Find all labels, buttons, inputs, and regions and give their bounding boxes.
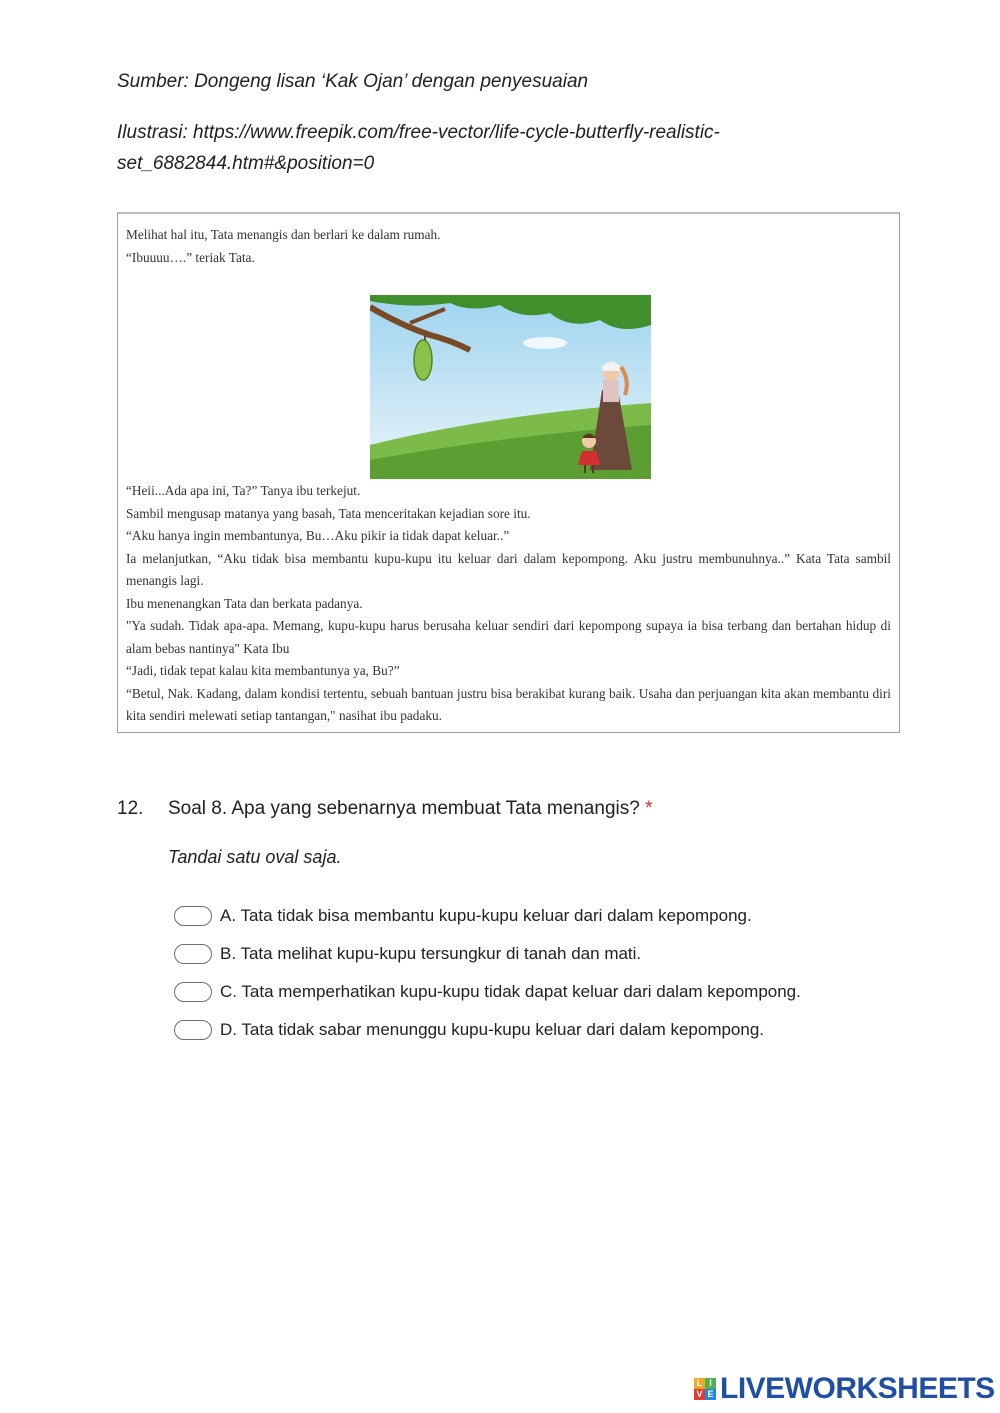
story-line: Melihat hal itu, Tata menangis dan berlari ke dalam rumah. (126, 227, 441, 242)
logo-text: LIVEWORKSHEETS (720, 1372, 995, 1405)
radio-oval[interactable] (174, 944, 212, 964)
illustration-credit: Ilustrasi: https://www.freepik.com/free-vector/life-cycle-butterfly-realistic-set_6882844.htm#&position=0 (117, 122, 720, 174)
story-line: Sambil mengusap matanya yang basah, Tata menceritakan kejadian sore itu. (126, 505, 531, 521)
logo-mark-icon: L I V E (694, 1378, 716, 1400)
story-line: “Heii...Ada apa ini, Ta?” Tanya ibu terkejut. (126, 483, 361, 498)
question-text: Soal 8. Apa yang sebenarnya membuat Tata menangis? (168, 798, 640, 819)
required-mark: * (645, 798, 653, 819)
option-a[interactable] (174, 897, 801, 935)
story-line: “Jadi, tidak tepat kalau kita membantunya ya, Bu?” (126, 663, 400, 678)
option-d[interactable] (174, 1011, 801, 1049)
question-number: 12. (117, 798, 144, 819)
option-c[interactable] (174, 973, 801, 1011)
story-line: Ibu menenangkan Tata dan berkata padanya. (126, 595, 363, 611)
source-line: Sumber: Dongeng lisan ‘Kak Ojan’ dengan penyesuaian (117, 71, 589, 92)
story-line: "Ya sudah. Tidak apa-apa. Memang, kupu-kupu harus berusaha keluar sendiri dari kepompong supaya ia bisa terbang dan bertahan hidup di alam bebas nantinya" Kata Ibu (126, 618, 891, 656)
option-label: B. Tata melihat kupu-kupu tersungkur di tanah dan mati. (220, 944, 642, 963)
answer-options (174, 897, 801, 1049)
option-label: D. Tata tidak sabar menunggu kupu-kupu keluar dari dalam kepompong. (220, 1020, 765, 1039)
radio-oval[interactable] (174, 982, 212, 1002)
liveworksheets-logo (694, 1372, 995, 1406)
story-line: “Aku hanya ingin membantunya, Bu…Aku pikir ia tidak dapat keluar..” (126, 528, 510, 543)
story-line: Ia melanjutkan, “Aku tidak bisa membantu kupu-kupu itu keluar dari dalam kepompong. Aku justru membunuhnya..” Kata Tata sambil menangis lagi. (126, 550, 891, 588)
option-b[interactable] (174, 935, 801, 973)
option-label: A. Tata tidak bisa membantu kupu-kupu keluar dari dalam kepompong. (220, 906, 752, 925)
story-line: “Betul, Nak. Kadang, dalam kondisi tertentu, sebuah bantuan justru bisa berakibat kurang baik. Usaha dan perjuangan kita akan membantu diri kita sendiri melewati setiap tantangan," nasihat ibu padaku. (126, 685, 891, 723)
radio-oval[interactable] (174, 1020, 212, 1040)
radio-oval[interactable] (174, 906, 212, 926)
story-illustration (370, 295, 651, 479)
question-title (168, 798, 653, 820)
answer-hint: Tandai satu oval saja. (168, 847, 342, 867)
option-label: C. Tata memperhatikan kupu-kupu tidak dapat keluar dari dalam kepompong. (220, 982, 801, 1001)
story-line: “Ibuuuu….” teriak Tata. (126, 249, 255, 265)
story-excerpt-box (117, 212, 900, 733)
